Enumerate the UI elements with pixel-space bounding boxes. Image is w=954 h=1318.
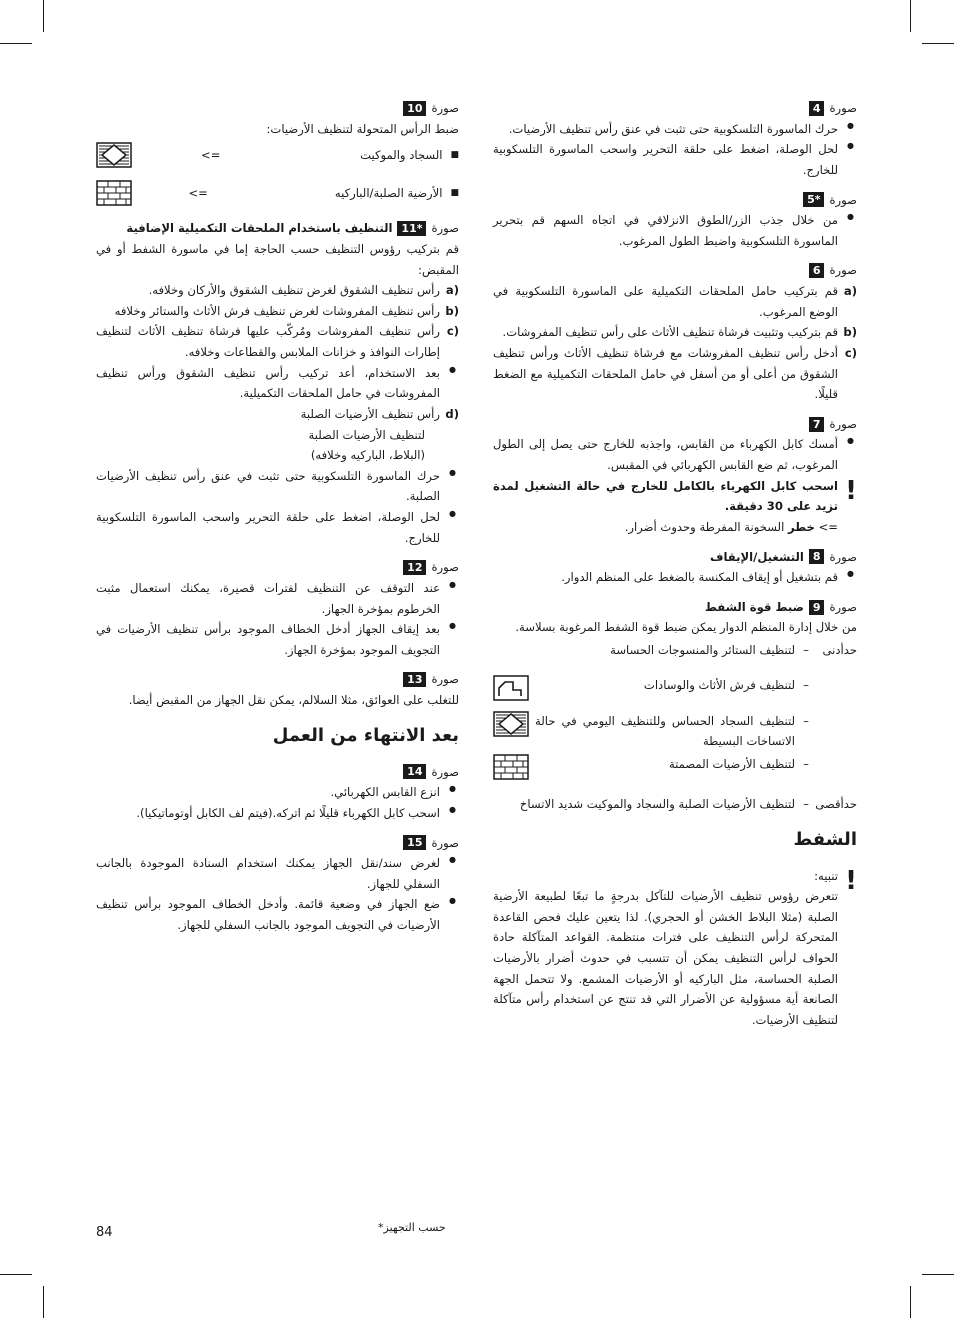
figure-label: صورة [829,549,857,564]
row-text: لتنظيف الأرضيات المصمتة [668,756,795,771]
item-text: رأس تنظيف المفروشات ومُركّب عليها فرشاة تنظيف الأثاث لتنظيف إطارات النوافذ و خزانات الملابس والقطاعات وخلافه. [96,324,440,359]
mode-row [96,177,459,209]
list-item: ● بعد الاستخدام، أعد تركيب رأس تنظيف الشقوق ورأس تنظيف المفروشات في حامل الملحقات التكميلية. [96,363,459,404]
figure-number: 10 [403,101,426,116]
figure-label: صورة [431,560,459,575]
figure-heading [493,414,857,435]
section-title: الشفط [793,828,857,850]
figure-heading [493,98,857,119]
list-item: ● انزع القابس الكهربائي. [96,782,459,803]
figure-number: 11* [397,221,426,236]
list-item: ● لغرض سند/نقل الجهاز يمكنك استخدام السنادة الموجودة بالجانب السفلي للجهاز. [96,853,459,894]
arrow-symbol: <= [818,519,838,534]
figure-4-section [493,98,857,181]
lettered-item [96,280,459,301]
item-subtext: لتنظيف الأرضيات الصلبة [308,427,425,442]
figure-label: صورة [829,599,857,614]
mode-text: الأرضية الصلبة/الباركيه [334,185,443,200]
carpet-mode-icon [96,142,132,168]
list-item: ● حرك الماسورة التلسكوبية حتى تثبت في عنق رأس تنظيف الأرضيات. [493,119,857,140]
item-text: رأس تنظيف المفروشات لغرض تنظيف فرش الأثاث والستائر وخلافه [114,303,440,318]
item-text: رأس تنظيف الشقوق لغرض تنظيف الشقوق والأركان وخلافه. [148,283,440,298]
list-item: ● لحل الوصلة، اضغط على حلقة التحرير واسحب الماسورة التلسكوبية للخارج. [96,507,459,548]
upholstery-icon [493,675,529,701]
lettered-item [96,301,459,322]
figure-heading [96,218,459,239]
lettered-item [96,321,459,362]
paragraph: للتغلب على العوائق، مثلا السلالم، يمكن نقل الجهاز من المقبض أيضا. [128,693,459,707]
page-number: 84 [96,1225,113,1240]
item-subtext: (البلاط، الباركيه وخلافه) [310,448,425,463]
figure-8-section [493,547,857,588]
mode-text: السجاد والموكيت [360,147,443,162]
left-column [96,98,459,945]
figure-number: 5* [803,192,824,207]
item-letter: b) [843,325,857,340]
figure-title: التشغيل/الإيقاف [709,549,804,564]
suction-row [493,754,857,780]
item-text: قم بتركيب وتثبيت فرشاة تنظيف الأثاث على رأس تنظيف المفروشات. [502,325,838,340]
figure-title: ضبط قوة الشفط [704,599,804,614]
figure-heading [493,260,857,281]
crop-mark [43,1286,44,1318]
warning-consequence [493,517,857,538]
figure-10-section [96,98,459,209]
item-letter: a) [445,283,459,298]
figure-heading [96,98,459,119]
figure-12-section [96,557,459,660]
item-text: رأس تنظيف الأرضيات الصلبة [300,406,440,421]
item-letter: a) [843,284,857,298]
figure-heading [96,762,459,783]
crop-mark [0,1274,32,1275]
figure-label: صورة [829,192,857,207]
suction-row [493,675,857,701]
figure-5-section [493,190,857,252]
list-item: ● ضع الجهاز في وضعية قائمة. وأدخل الخطاف الموجود برأس تنظيف الأرضيات في التجويف الموجود بالجانب السفلي للجهاز. [96,894,459,935]
figure-number: 12 [403,560,426,575]
figure-number: 6 [809,263,825,278]
row-text: لتنظيف السجاد الحساس وللتنظيف اليومي في حالة الاتساخات البسيطة [535,713,795,749]
level-label: حدأدنى [822,643,857,657]
item-letter: c) [446,324,459,339]
suction-row [493,794,857,815]
figure-number: 7 [809,417,825,432]
dash: – [803,713,809,728]
level-label: حدأقصى [815,796,857,811]
figure-13-section [96,669,459,710]
figure-15-section [96,833,459,936]
dash: – [803,643,809,657]
figure-heading [493,547,857,568]
crop-mark [922,1274,954,1275]
list-item: ● قم بتشغيل أو إيقاف المكنسة بالضغط على المنظم الدوار. [493,567,857,588]
lettered-item [493,281,857,322]
crop-mark [0,43,32,44]
figure-heading [493,597,857,618]
item-letter: c) [844,345,857,360]
figure-heading [493,190,857,211]
figure-heading [96,669,459,690]
row-text: لتنظيف فرش الأثاث والوسادات [643,677,795,692]
crop-mark [922,43,954,44]
figure-heading [96,833,459,854]
figure-14-section [96,762,459,824]
dash: – [803,677,809,692]
item-text: أدخل رأس تنظيف المفروشات مع فرشاة تنظيف الأثاث ورأس تنظيف الشقوق من أعلى أو من أسفل في حامل الملحقات التكميلية مع الضغط قليلًا. [493,345,838,402]
crop-mark [910,1286,911,1318]
figure-number: 15 [403,835,426,850]
list-item: ● أمسك كابل الكهرباء من القابس، واجذبه للخارج حتى يصل إلى الطول المرغوب، ثم ضع القابس الكهربائي في المقبس. [493,434,857,475]
list-item: ● عند التوقف عن التنظيف لفترات قصيرة، يمكنك استعمال مثبت الخرطوم بمؤخرة الجهاز. [96,578,459,619]
suction-row [493,711,857,752]
warning-icon: ! [845,475,857,506]
figure-label: صورة [431,764,459,779]
dash: – [803,796,809,811]
caution-heading: تنبيه: [814,868,838,883]
caution-text: تتعرض رؤوس تنظيف الأرضيات للتآكل بدرجةٍ ما تبعًا لطبيعة الأرضية الصلبة (مثلا البلاط الخشن أو الحجري). لذا يتعين عليك فحص القاعدة المتحركة لرأس التنظيف على فترات منتظمة. القواعد المتآكلة حادة الحواف لرأس التنظيف يمكن أن تتسبب في حدوث أضرار بالأرضيات الصلبة الحساسة، مثل الباركيه أو الأرضيات المشمع. ولا تتحمل الجهة الصانعة أية مسؤولية عن الأضرار التي قد تنتج عن استخدام رأس متآكلة لتنظيف الأرضيات. [493,889,838,1027]
figure-label: صورة [829,263,857,278]
paragraph: ضبط الرأس المتحولة لتنظيف الأرضيات: [266,121,459,136]
figure-label: صورة [829,416,857,431]
danger-word: خطر [788,519,815,534]
consequence-text: السخونة المفرطة وحدوث أضرار. [624,519,788,534]
crop-mark [910,0,911,32]
list-item: ● لحل الوصلة، اضغط على حلقة التحرير واسحب الماسورة التلسكوبية للخارج. [493,139,857,180]
row-text: لتنظيف الأرضيات الصلبة والسجاد والموكيت شديد الاتساخ [519,796,795,811]
lettered-item [493,322,857,343]
figure-number: 13 [403,672,426,687]
figure-number: 4 [809,101,825,116]
figure-label: صورة [829,101,857,115]
item-letter: d) [445,406,459,421]
square-bullet-icon: ■ [450,150,459,161]
warning-text: اسحب كابل الكهرباء بالكامل للخارج في حالة التشغيل لمدة تزيد على 30 دقيقة. [493,478,838,514]
square-bullet-icon: ■ [450,188,459,199]
carpet-icon [493,711,529,737]
item-letter: b) [445,303,459,318]
lettered-item [96,404,459,425]
arrow-symbol: <= [201,147,221,162]
arrow-symbol: <= [188,185,208,200]
figure-number: 14 [403,764,426,779]
right-column [493,98,857,1031]
figure-title: التنظيف باستخدام الملحقات التكميلية الإضافية [126,221,393,236]
figure-11-section [96,218,459,548]
hard-floor-mode-icon [96,180,132,206]
figure-number: 9 [809,600,825,615]
figure-heading [96,557,459,578]
footnote: حسب التجهيز* [378,1221,446,1234]
warning-block [493,476,857,517]
section-title: بعد الانتهاء من العمل [272,724,459,746]
caution-icon: ! [845,865,857,896]
list-item: ● بعد إيقاف الجهاز أدخل الخطاف الموجود برأس تنظيف الأرضيات في التجويف الموجود بمؤخرة الجهاز. [96,619,459,660]
item-text: قم بتركيب حامل الملحقات التكميلية على الماسورة التلسكوبية في الوضع المرغوب. [493,284,838,319]
figure-label: صورة [431,221,459,236]
figure-label: صورة [431,101,459,115]
paragraph: من خلال إدارة المنظم الدوار يمكن ضبط قوة الشفط المرغوبة بسلاسة. [515,620,857,635]
mode-row [96,139,459,171]
row-text: لتنظيف الستائر والمنسوجات الحساسة [610,643,795,657]
figure-label: صورة [431,835,459,850]
figure-number: 8 [809,549,825,564]
dash: – [803,756,809,771]
list-item: ● حرك الماسورة التلسكوبية حتى تثبت في عنق رأس تنظيف الأرضيات الصلبة. [96,466,459,507]
figure-7-section [493,414,857,538]
suction-row [493,640,857,661]
figure-label: صورة [431,672,459,687]
lettered-item [493,343,857,405]
paragraph: قم بتركيب رؤوس التنظيف حسب الحاجة إما في ماسورة الشفط أو في المقبض: [96,241,459,277]
figure-6-section [493,260,857,404]
hard-floor-icon [493,754,529,780]
figure-9-section [493,597,857,815]
list-item: ● اسحب كابل الكهرباء قليلًا ثم اتركه.(فيتم لف الكابل أوتوماتيكيا). [96,803,459,824]
list-item: ● من خلال جذب الزر/الطوق الانزلاقي في اتجاه السهم قم بتحرير الماسورة التلسكوبية واضبط الطول المرغوب. [493,210,857,251]
caution-block [493,866,857,1031]
crop-mark [43,0,44,32]
